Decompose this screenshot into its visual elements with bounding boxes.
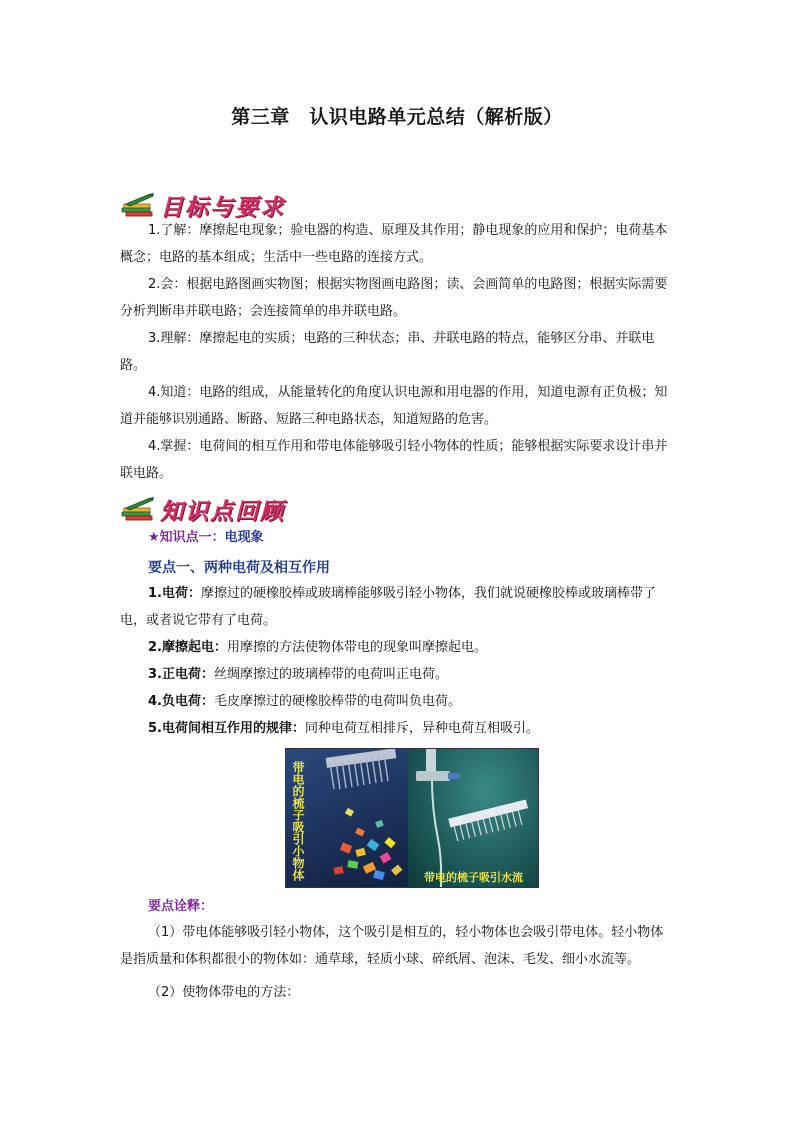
definition-item	[120, 715, 676, 742]
right-photo-caption: 带电的梳子吸引水流	[424, 871, 523, 884]
section-review-title: 知识点回顾	[160, 498, 285, 525]
comb-attraction-photo	[285, 748, 539, 888]
goal-item: 4.掌握：电荷间的相互作用和带电体能够吸引轻小物体的性质；能够根据实际要求设计串并联电路。	[120, 439, 668, 481]
definition-text: 丝绸摩擦过的玻璃棒带的电荷叫正电荷。	[213, 667, 448, 682]
definition-item	[120, 688, 676, 715]
section-review-header	[120, 494, 285, 524]
goal-item: 1.了解：摩擦起电现象；验电器的构造、原理及其作用；静电现象的应用和保护；电荷基本概念；电路的基本组成；生活中一些电路的连接方式。	[120, 223, 668, 265]
definition-term: 1.电荷：	[148, 586, 201, 601]
definition-term: 3.正电荷：	[148, 667, 214, 682]
knowledge-point-heading	[148, 526, 264, 545]
page-title: 第三章 认识电路单元总结（解析版）	[231, 106, 563, 128]
goal-item: 3.理解：摩擦起电的实质；电路的三种状态；串、并联电路的特点，能够区分串、并联电路。	[120, 331, 655, 373]
definition-item	[120, 580, 676, 634]
knowledge-point-label: 知识点一：	[159, 530, 225, 545]
goal-item: 2.会：根据电路图画实物图；根据实物图画电路图；读、会画简单的电路图；根据实际需要分析判断串并联电路；会连接简单的串并联电路。	[120, 277, 668, 319]
goals-list	[120, 217, 676, 487]
comb-water-photo	[408, 749, 538, 887]
definition-text: 用摩擦的方法使物体带电的现象叫摩擦起电。	[226, 640, 487, 655]
section-goals-header	[120, 190, 285, 220]
definition-text: 毛皮摩擦过的硬橡胶棒带的电荷叫负电荷。	[213, 694, 461, 709]
definition-term: 5.电荷间相互作用的规律：	[148, 721, 305, 736]
definition-item	[120, 634, 676, 661]
note-item: （2）使物体带电的方法：	[148, 985, 300, 1000]
note-item: （1）带电体能够吸引轻小物体，这个吸引是相互的，轻小物体也会吸引带电体。轻小物体是指质量和体积都很小的物体如：通草球，轻质小球、碎纸屑、泡沫、毛发、细小水流等。	[120, 925, 664, 967]
knowledge-point-name: 电现象	[224, 530, 264, 545]
comb-paper-photo	[286, 749, 408, 887]
definition-item	[120, 661, 676, 688]
book-pen-icon	[120, 496, 158, 522]
definition-text: 摩擦过的硬橡胶棒或玻璃棒能够吸引轻小物体，我们就说硬橡胶棒或玻璃棒带了电，或者说它带有了电荷。	[120, 586, 656, 628]
notes-title: 要点诠释：	[148, 899, 214, 914]
goal-item: 4.知道：电路的组成，从能量转化的角度认识电源和用电器的作用，知道电源有正负极；知道并能够识别通路、断路、短路三种电路状态，知道短路的危害。	[120, 385, 668, 427]
section-goals-title: 目标与要求	[160, 194, 285, 221]
notes-list	[120, 919, 676, 1006]
subheading: 要点一、两种电荷及相互作用	[148, 560, 330, 576]
book-pen-icon	[120, 192, 158, 218]
definition-text: 同种电荷互相排斥，异种电荷互相吸引。	[304, 721, 539, 736]
definition-term: 2.摩擦起电：	[148, 640, 227, 655]
definition-term: 4.负电荷：	[148, 694, 214, 709]
left-photo-caption: 带电的梳子吸引小物体	[291, 761, 305, 881]
star-icon: ★	[148, 530, 160, 545]
